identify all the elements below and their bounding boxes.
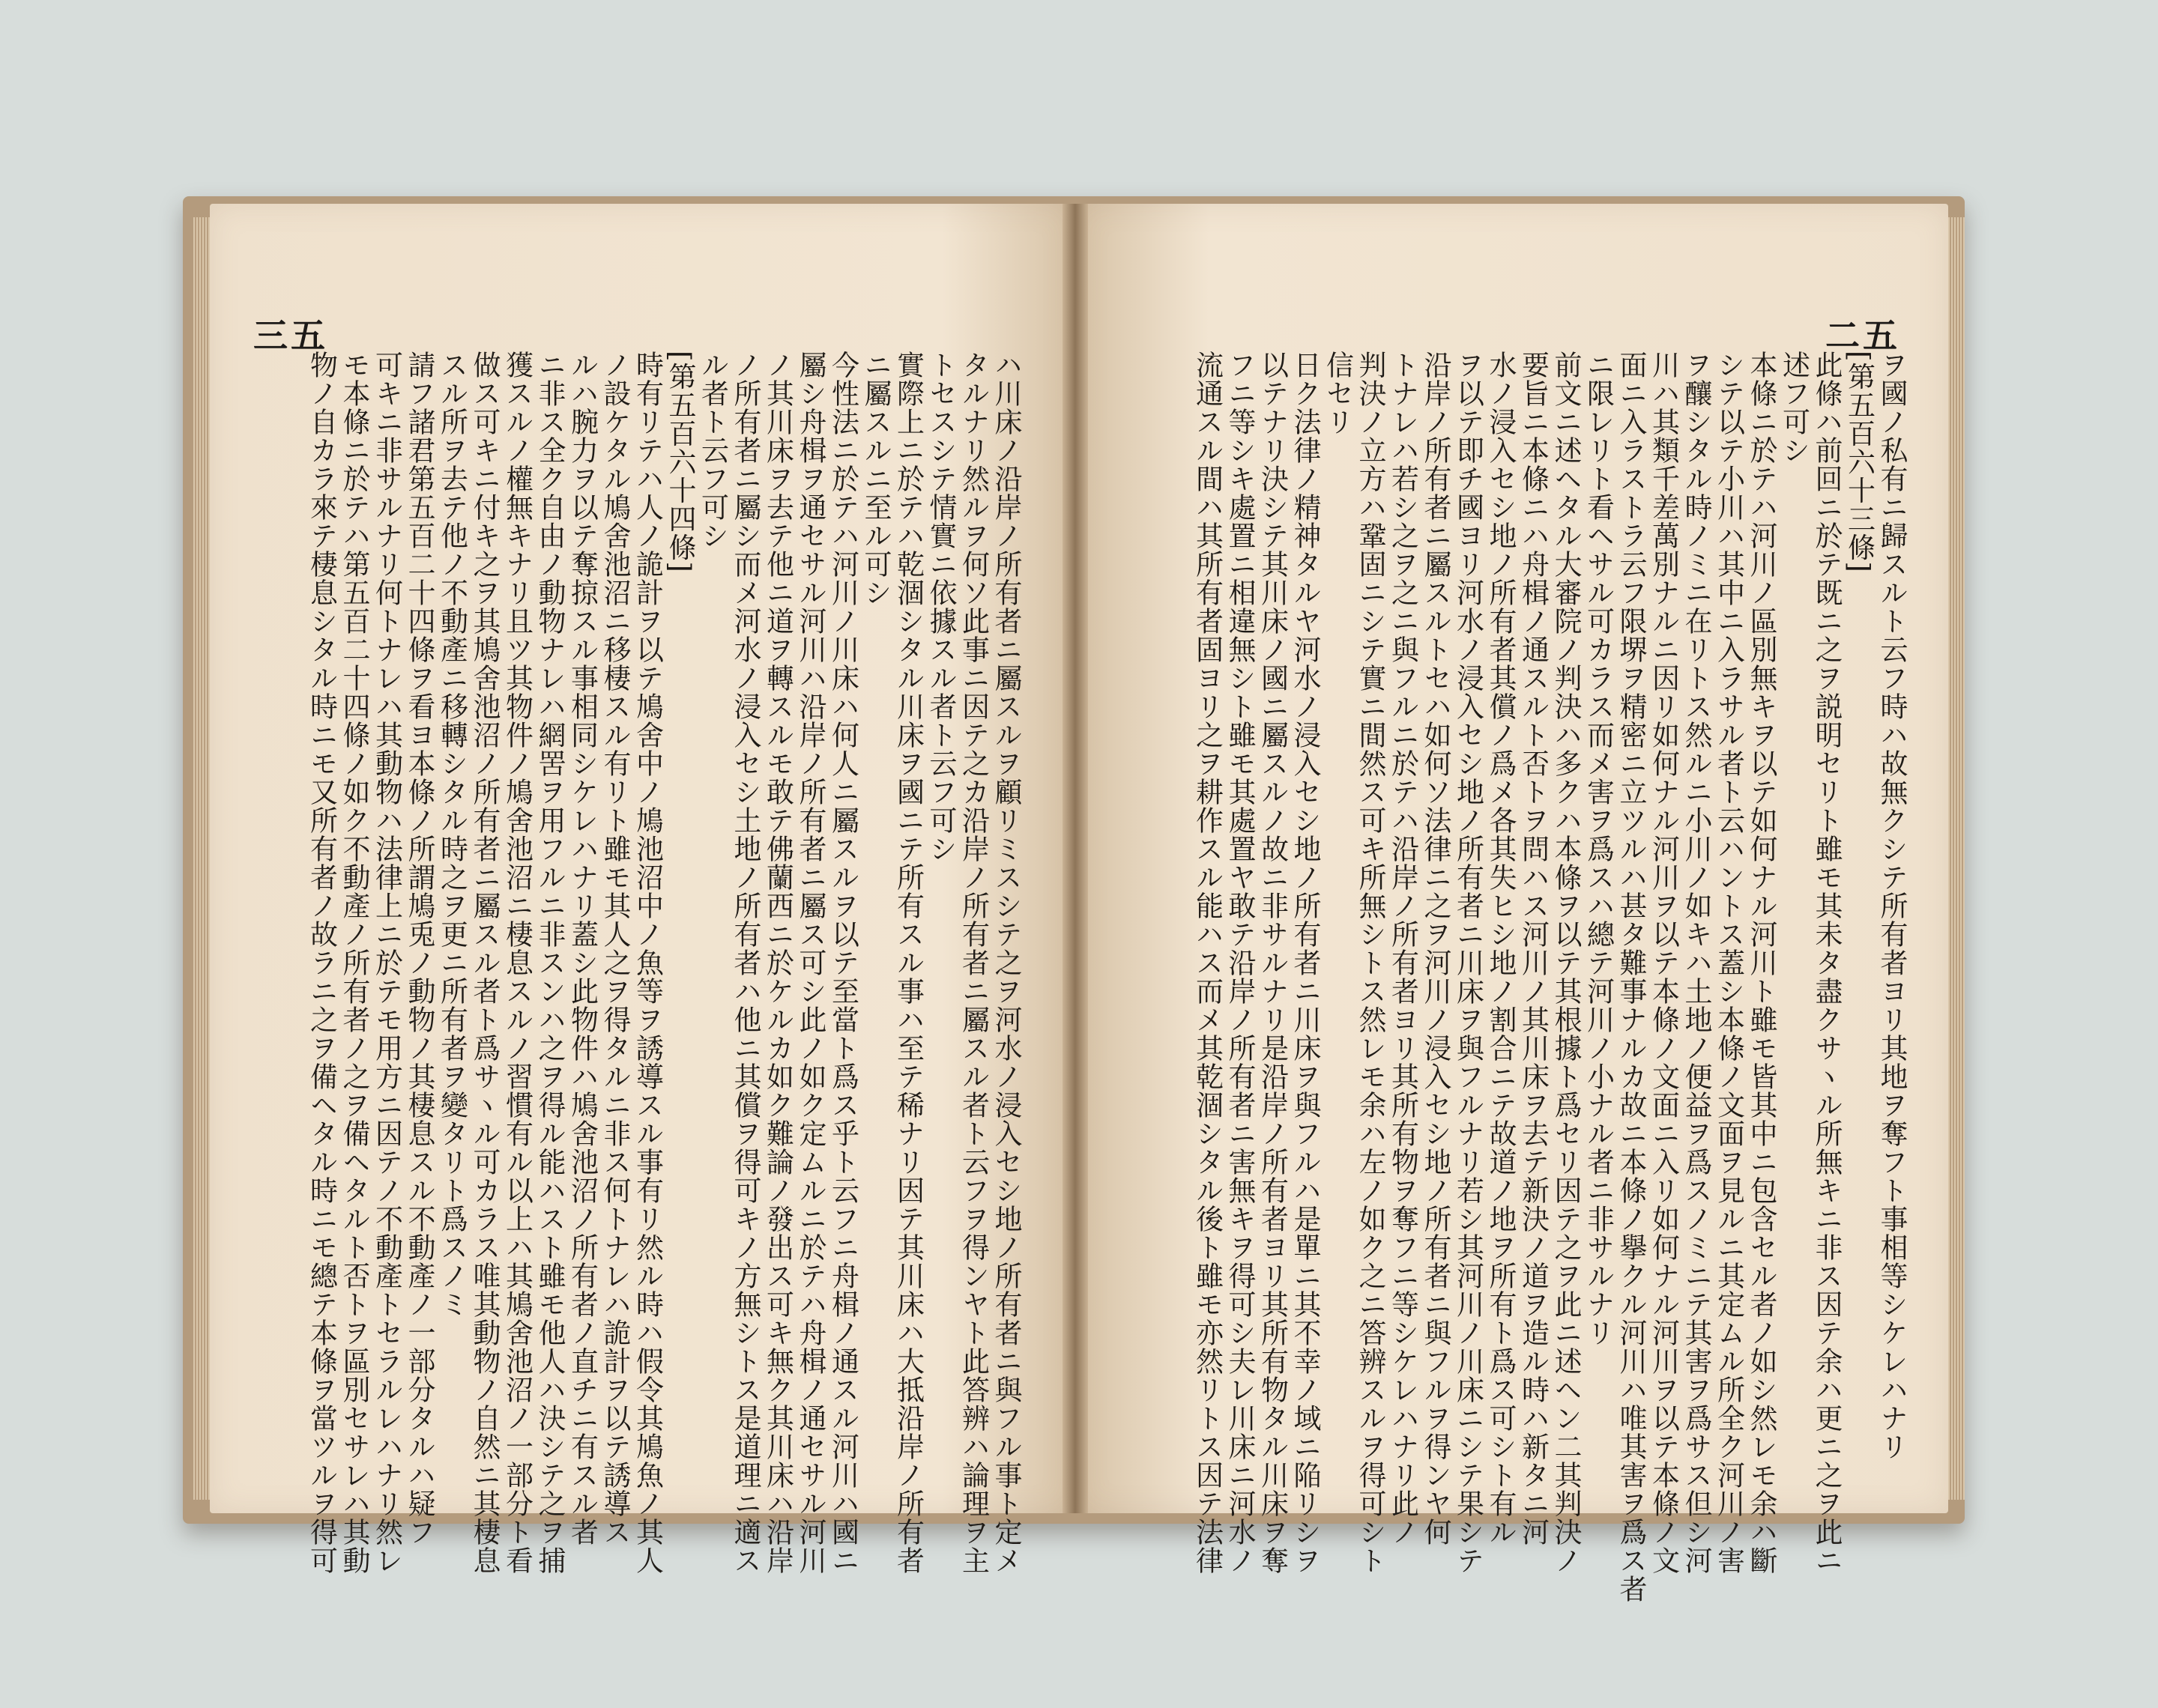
page-edges-left (193, 217, 210, 1500)
text-line: 本條ニ於テハ河川ノ區別無キヲ以テ如何ナル河川ト雖モ皆其中ニ包含セル者ノ如シ然レモ余ハ斷 (1745, 351, 1777, 1575)
text-line: ヲ以テ即チ國ヨリ河水ノ浸入セシ地ノ所有者ニ川床ヲ與フルナリ若シ其河川ノ川床ニシテ果シテ (1451, 351, 1484, 1575)
text-line: 獲スルノ權無キナリ且ツ其物件ノ鳩舍池沼ニ棲息スルノ習慣有ル以上ハ其鳩舍池沼ノ一部分ト看 (501, 351, 534, 1575)
text-line: ヲ釀シタル時ノミニ在リトス然ルニ小川ノ如キハ土地ノ便益ヲ爲スノミニテ其害ヲ爲サス但シ河 (1680, 351, 1712, 1575)
text-line: ヲ國ノ私有ニ歸スルト云フ時ハ故無クシテ所有者ヨリ其地ヲ奪フト事相等シケレハナリ (1876, 351, 1908, 1461)
text-line: 此條ハ前回ニ於テ既ニ之ヲ説明セリト雖モ其未タ盡クサヽル所無キニ非ス因テ余ハ更ニ之ヲ此ニ (1810, 351, 1843, 1575)
text-line: ハ川床ノ沿岸ノ所有者ニ屬スルヲ顧リミスシテ之ヲ河水ノ浸入セシ地ノ所有者ニ與フル事ト定メ (990, 351, 1022, 1575)
text-line: 以テナリ決シテ其川床ノ國ニ屬スルノ故ニ非サルナリ是沿岸ノ所有者ヨリ其所有物タル川床ヲ奪 (1256, 351, 1289, 1575)
text-line: 信セリ (1321, 351, 1354, 436)
left-page-number: 三五 (253, 315, 328, 356)
text-line: フニ等シキ處置ニ相違無シト雖モ其處置ヤ敢テ沿岸ノ所有者ニ害無キヲ得可シ夫レ川床ニ河水ノ (1224, 351, 1256, 1575)
text-line: タルナリ然ルヲ何ソ此事ニ因テ之カ沿岸ノ所有者ニ屬スル者ト云フヲ得ンヤト此答辨ハ論理ヲ主 (957, 351, 990, 1575)
text-line: 述フ可シ (1777, 351, 1810, 464)
text-line: 川ハ其類千差萬別ナルニ因リ如何ナル河川ヲ以テ本條ノ文面ニ入リ如何ナル河川ヲ以テ本條ノ文 (1647, 351, 1680, 1575)
text-line: 日ク法律ノ精神タルヤ河水ノ浸入セシ地ノ所有者ニ川床ヲ與フルハ是單ニ其不幸ノ域ニ陥リシヲ (1289, 351, 1321, 1575)
text-line: ル者ト云フ可シ (696, 351, 729, 550)
text-line: 可キニ非サルナリ何トナレハ其動物ハ法律上ニ於テモ用方ニ因テノ不動產トセラルレハナリ然レ (370, 351, 403, 1575)
text-line: 前文ニ述ヘタル大審院ノ判決ハ多クハ本條ヲ以テ其根據ト爲セリ因テ之ヲ此ニ述ヘン二其判決ノ (1550, 351, 1582, 1575)
text-line: トナレハ若シ之ヲ之ニ與フルニ於テハ沿岸ノ所有者ヨリ其所有物ヲ奪フニ等シケレハナリ此ノ (1386, 351, 1419, 1546)
right-page-number: 二五 (1825, 315, 1900, 356)
text-line: 判決ノ立方ハ鞏固ニシテ實ニ間然ス可キ所無シトス然レモ余ハ左ノ如ク之ニ答辨スルヲ得可シト (1354, 351, 1386, 1575)
text-line: ニ限レリト看ヘサル可カラス而メ害ヲ爲スハ總テ河川ノ小ナル者ニ非サルナリ (1582, 351, 1615, 1347)
text-line: 要旨ニ本條ニハ舟楫ノ通スルト否トヲ問ハス河川ノ其川床ヲ去テ新決ノ道ヲ造ル時ハ新タニ河 (1517, 351, 1550, 1546)
text-line: 流通スル間ハ其所有者固ヨリ之ヲ耕作スル能ハス而メ其乾涸シタル後ト雖モ亦然リトス因テ法律 (1191, 351, 1224, 1575)
book-gutter (1063, 204, 1088, 1513)
text-line: 做ス可キニ付キ之ヲ其鳩舍池沼ノ所有者ニ屬スル者ト爲サヽル可カラス唯其動物ノ自然ニ其棲息 (468, 351, 501, 1575)
text-line: 水ノ浸入セシ地ノ所有者其償ノ爲メ各其失ヒシ地ノ割合ニテ故道ノ地ヲ所有ト爲ス可シト有ル (1484, 351, 1517, 1546)
text-line: 屬シ舟楫ヲ通セサル河川ハ沿岸ノ所有者ニ屬ス可シ此ノ如ク定ムルニ於テハ舟楫ノ通セサル河川 (794, 351, 826, 1575)
text-line: 面ニ入ラストラ云フ限堺ヲ精密ニ立ツルハ甚タ難事ナルカ故ニ本條ノ擧クル河川ハ唯其害ヲ爲ス者 (1615, 351, 1647, 1603)
page-edges-right (1948, 217, 1965, 1500)
text-line: ノ其川床ヲ去テ他ニ道ヲ轉スルモ敢テ佛蘭西ニ於ケルカ如ク難論ノ發出ス可キ無ク其川床ハ沿岸 (761, 351, 794, 1575)
text-line: スル所ヲ去テ他ノ不動產ニ移轉シタル時之ヲ更ニ所有者ヲ變タリト爲スノミ (435, 351, 468, 1318)
text-line: 請フ諸君第五百二十四條ヲ看ヨ本條ノ所謂鳩兎ノ動物ノ其棲息スル不動產ノ一部分タルハ疑フ (403, 351, 435, 1546)
text-line: ニ屬スルニ至ル可シ (859, 351, 892, 607)
left-page-text (258, 351, 1022, 1575)
text-line: ルハ腕力ヲ以テ奪掠スル事相同シケレハナリ蓋シ此物件ハ鳩舍池沼ノ所有者ノ直チニ有スル者 (566, 351, 599, 1546)
text-line: 實際上ニ於テハ乾涸シタル川床ヲ國ニテ所有スル事ハ至テ稀ナリ因テ其川床ハ大抵沿岸ノ所有者 (892, 351, 925, 1575)
text-line: トセスシテ情實ニ依據スル者ト云フ可シ (925, 351, 957, 863)
article-heading: [第五百六十三條] (1843, 351, 1876, 573)
article-heading: [第五百六十四條] (664, 351, 696, 573)
right-page-text (1143, 351, 1908, 1603)
text-line: ノ所有者ニ屬シ而メ河水ノ浸入セシ土地ノ所有者ハ他ニ其償ヲ得可キノ方無シトス是道理ニ適ス (729, 351, 761, 1575)
text-line: 今性法ニ於テハ河川ノ川床ハ何人ニ屬スルヲ以テ至當ト爲ス乎ト云フニ舟楫ノ通スル河川ハ國ニ (826, 351, 859, 1575)
text-line: ノ設ケタル鳩舍池沼ニ移棲スル有リト雖モ其人之ヲ得タルニ非ス何トナレハ詭計ヲ以テ誘導ス (599, 351, 631, 1546)
text-line: ニ非ス全ク自由ノ動物ナレハ網罟ヲ用フルニ非スンハ之ヲ得ル能ハスト雖モ他人ハ決シテ之ヲ捕 (534, 351, 566, 1575)
text-line: 沿岸ノ所有者ニ屬スルトセハ如何ソ法律ニ之ヲ河川ノ浸入セシ地ノ所有者ニ與フルヲ得ンヤ何 (1419, 351, 1451, 1546)
text-line: 物ノ自カラ來テ棲息シタル時ニモ又所有者ノ故ラニ之ヲ備ヘタル時ニモ總テ本條ヲ當ツルヲ得可 (305, 351, 338, 1575)
text-line: 時有リテハ人ノ詭計ヲ以テ鳩舍中ノ鳩池沼中ノ魚等ヲ誘導スル事有リ然ル時ハ假令其鳩魚ノ其人 (631, 351, 664, 1575)
text-line: シテ以テ小川ハ其中ニ入ラサル者ト云ハントス蓋シ本條ノ文面ヲ見ルニ其定ムル所全ク河川ノ害 (1712, 351, 1745, 1575)
text-line: モ本條ニ於テハ第五百二十四條ノ如ク不動產ノ所有者ノ之ヲ備ヘタルト否トヲ區別セサレハ其動 (338, 351, 370, 1575)
